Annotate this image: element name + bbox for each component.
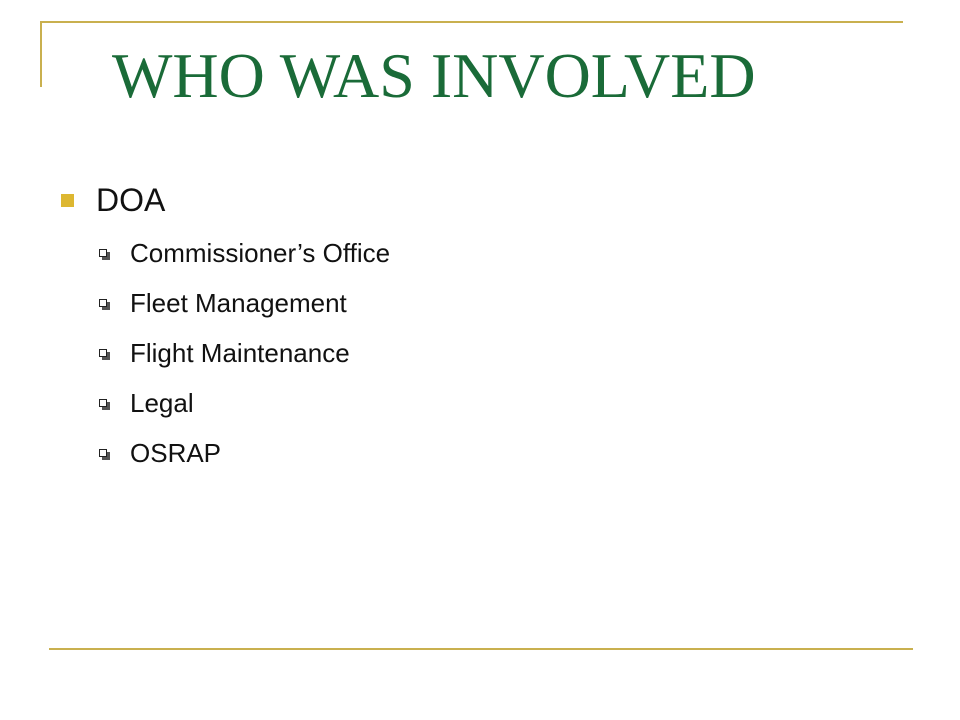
hollow-square-bullet-icon bbox=[99, 399, 107, 407]
hollow-square-bullet-icon bbox=[99, 349, 107, 357]
sub-bullet-text: Commissioner’s Office bbox=[130, 238, 391, 268]
hollow-square-bullet-icon bbox=[99, 299, 107, 307]
sub-bullet-item bbox=[58, 378, 878, 428]
sub-bullet-text: Flight Maintenance bbox=[130, 338, 350, 368]
square-bullet-icon bbox=[61, 194, 74, 207]
sub-bullet-item bbox=[58, 328, 878, 378]
sub-bullet-text: OSRAP bbox=[130, 438, 222, 468]
sub-bullet-item bbox=[58, 228, 878, 278]
sub-bullet-text: Legal bbox=[130, 388, 194, 418]
left-rule bbox=[40, 21, 42, 87]
bottom-rule bbox=[49, 648, 913, 650]
sub-bullet-text: Fleet Management bbox=[130, 288, 347, 318]
bullet-text: DOA bbox=[96, 182, 166, 218]
sub-bullet-list bbox=[58, 228, 878, 478]
hollow-square-bullet-icon bbox=[99, 249, 107, 257]
sub-bullet-item bbox=[58, 278, 878, 328]
bullet-item-doa bbox=[58, 174, 878, 226]
slide-content bbox=[58, 174, 878, 478]
top-rule bbox=[40, 21, 903, 23]
hollow-square-bullet-icon bbox=[99, 449, 107, 457]
sub-bullet-item bbox=[58, 428, 878, 478]
slide-title: WHO WAS INVOLVED bbox=[112, 40, 756, 111]
